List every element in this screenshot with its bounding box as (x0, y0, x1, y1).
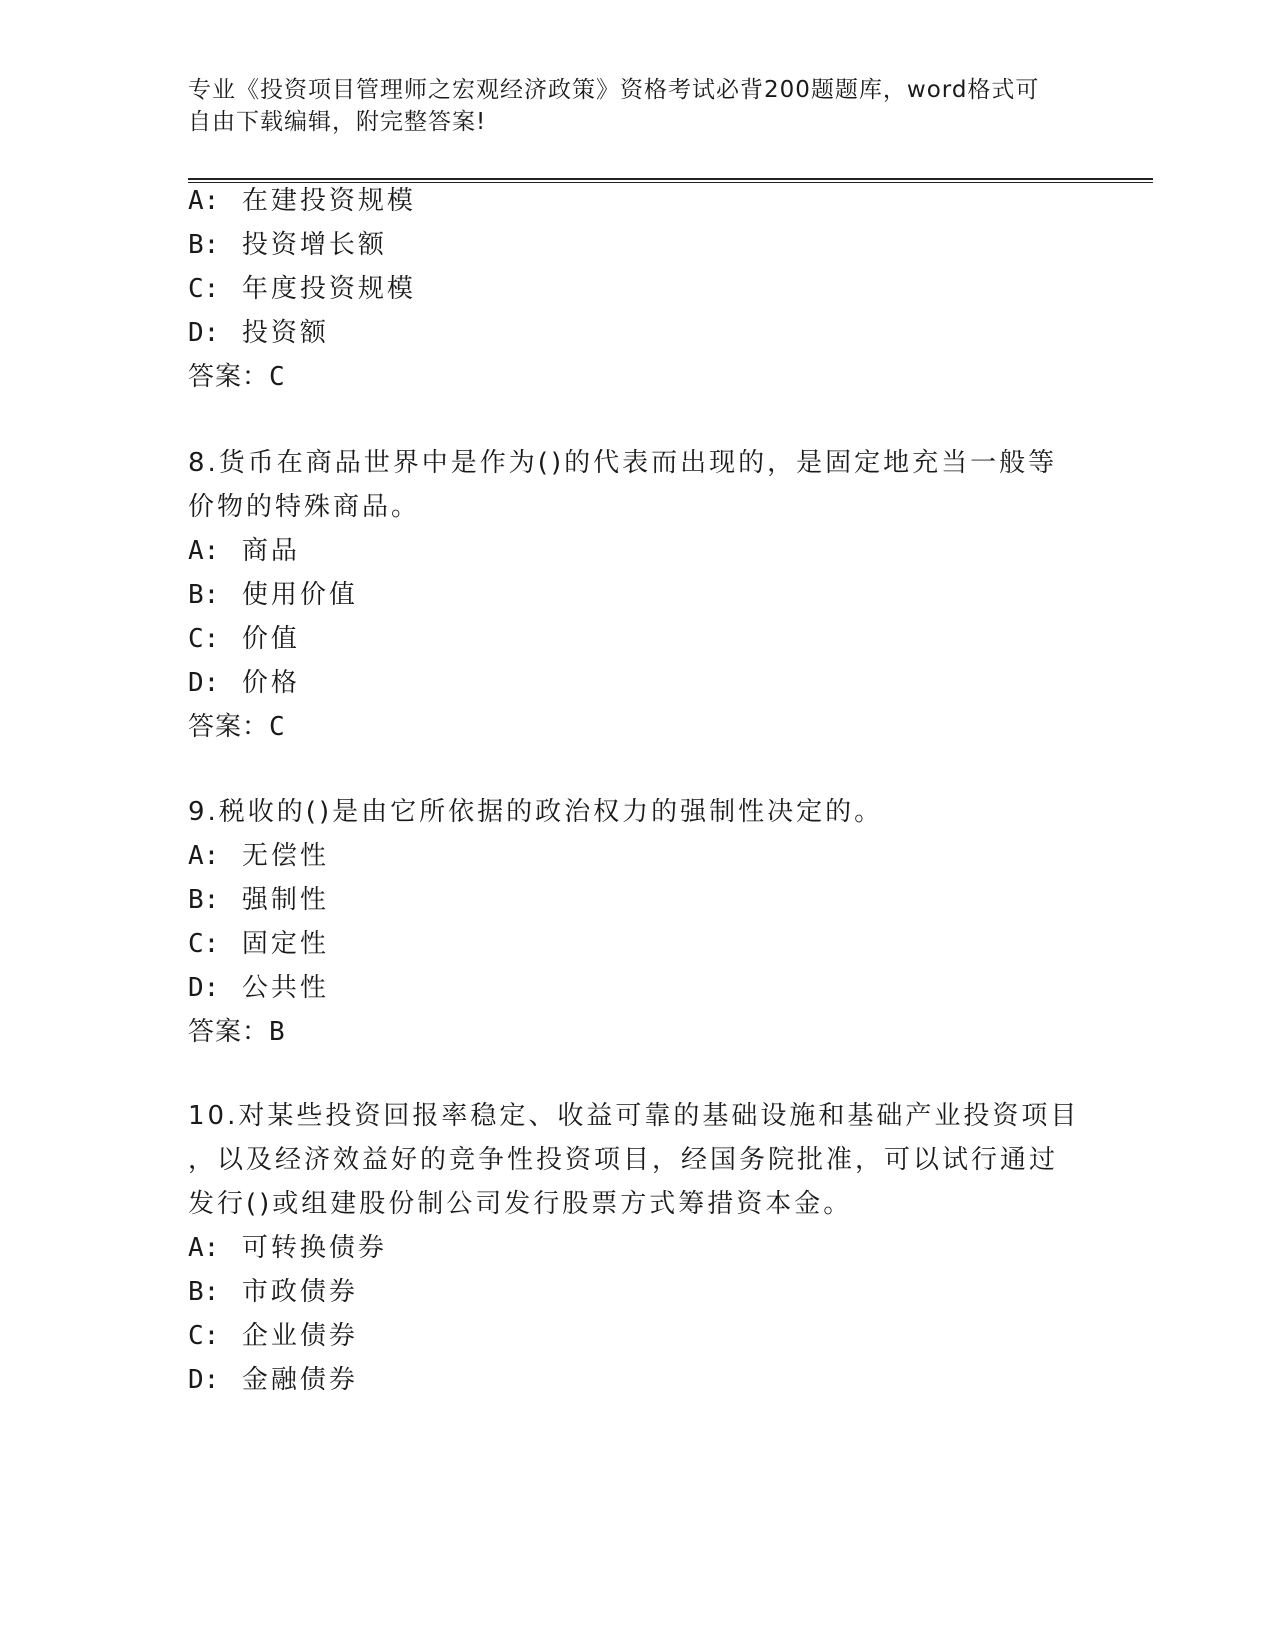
option-c (188, 921, 329, 967)
option-text: 企业债券 (241, 1321, 358, 1351)
option-a (188, 178, 416, 224)
answer-value: C (269, 712, 286, 742)
answer-line (188, 1009, 286, 1055)
option-a (188, 833, 329, 879)
option-text: 可转换债券 (241, 1233, 387, 1263)
option-text: 价格 (241, 668, 300, 698)
option-c (188, 266, 416, 312)
option-b (188, 877, 329, 923)
question-text-line-1: 10.对某些投资回报率稳定、收益可靠的基础设施和基础产业投资项目 (188, 1101, 1080, 1131)
answer-line (188, 354, 286, 400)
option-label: B: (188, 1277, 220, 1307)
option-b (188, 222, 387, 268)
document-header (188, 74, 1088, 138)
option-label: C: (188, 929, 220, 959)
option-text: 价值 (241, 624, 300, 654)
question-text-line-3: 发行()或组建股份制公司发行股票方式筹措资本金。 (188, 1189, 853, 1219)
header-line-2: 自由下载编辑，附完整答案! (188, 109, 487, 135)
answer-value: C (269, 362, 286, 392)
answer-value: B (269, 1017, 286, 1047)
option-text: 市政债券 (241, 1277, 358, 1307)
option-label: A: (188, 1233, 220, 1263)
document-page (188, 0, 1148, 1650)
option-label: B: (188, 580, 220, 610)
option-text: 公共性 (241, 973, 329, 1003)
question-text-line-1: 8.货币在商品世界中是作为()的代表而出现的，是固定地充当一般等 (188, 448, 1058, 478)
option-text: 使用价值 (241, 580, 358, 610)
option-c (188, 616, 300, 662)
option-label: D: (188, 973, 220, 1003)
option-label: C: (188, 1321, 220, 1351)
option-b (188, 572, 358, 618)
option-a (188, 528, 300, 574)
question-text-line-2: 价物的特殊商品。 (188, 492, 421, 522)
option-label: D: (188, 318, 220, 348)
option-label: C: (188, 624, 220, 654)
option-label: B: (188, 885, 220, 915)
option-label: A: (188, 841, 220, 871)
option-text: 投资额 (241, 318, 329, 348)
option-text: 固定性 (241, 929, 329, 959)
option-text: 年度投资规模 (241, 274, 416, 304)
option-label: C: (188, 274, 220, 304)
question-text-line-2: ，以及经济效益好的竞争性投资项目，经国务院批准，可以试行通过 (188, 1145, 1059, 1175)
answer-label: 答案： (188, 362, 270, 392)
option-label: D: (188, 668, 220, 698)
option-c (188, 1313, 358, 1359)
answer-label: 答案： (188, 712, 270, 742)
option-text: 在建投资规模 (241, 186, 416, 216)
answer-line (188, 704, 286, 750)
option-text: 无偿性 (241, 841, 329, 871)
option-d (188, 660, 300, 706)
option-text: 金融债券 (241, 1365, 358, 1395)
option-text: 商品 (241, 536, 300, 566)
option-label: D: (188, 1365, 220, 1395)
option-d (188, 310, 329, 356)
option-label: A: (188, 186, 220, 216)
option-d (188, 1357, 358, 1403)
option-a (188, 1225, 387, 1271)
header-line-1: 专业《投资项目管理师之宏观经济政策》资格考试必背200题题库，word格式可 (188, 77, 1040, 103)
option-d (188, 965, 329, 1011)
answer-label: 答案： (188, 1017, 270, 1047)
option-label: B: (188, 230, 220, 260)
option-text: 强制性 (241, 885, 329, 915)
option-text: 投资增长额 (241, 230, 387, 260)
question-text-line-1: 9.税收的()是由它所依据的政治权力的强制性决定的。 (188, 797, 884, 827)
option-b (188, 1269, 358, 1315)
option-label: A: (188, 536, 220, 566)
